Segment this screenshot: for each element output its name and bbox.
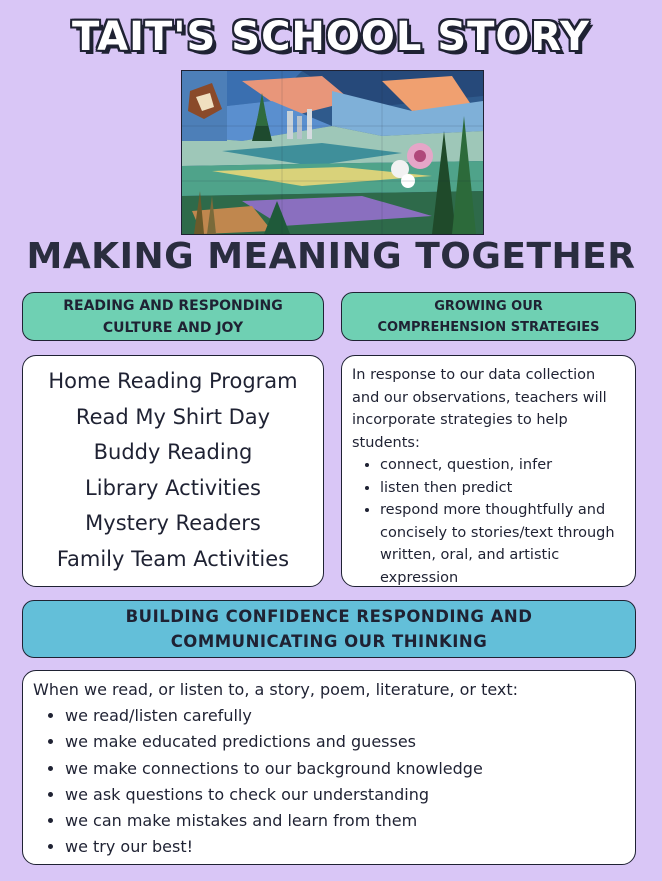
strategy-item: • listen then predict — [380, 477, 625, 500]
thinking-item: • we can make mistakes and learn from them — [65, 808, 625, 834]
thinking-item: • we try our best! — [65, 834, 625, 860]
strategies-list — [352, 454, 625, 589]
confidence-heading — [22, 600, 636, 658]
activity-item: Buddy Reading — [93, 440, 253, 464]
strategies-box — [341, 355, 636, 587]
confidence-heading-line1: BUILDING CONFIDENCE RESPONDING AND — [125, 607, 533, 626]
comprehension-heading-line1: GROWING OUR — [434, 298, 543, 314]
activity-item: Family Team Activities — [56, 546, 290, 571]
poster-title: TAIT'S SCHOOL STORY — [71, 14, 591, 60]
reading-responding-heading — [22, 292, 324, 341]
confidence-heading-line2: COMMUNICATING OUR THINKING — [170, 632, 488, 651]
strategies-intro: In response to our data collection and our observations, teachers will incorporate strategies to help students: — [352, 367, 607, 451]
comprehension-heading-line2: COMPREHENSION STRATEGIES — [377, 319, 600, 335]
activity-item: Read My Shirt Day — [75, 404, 271, 429]
activity-item: Library Activities — [85, 475, 261, 500]
thinking-box — [22, 670, 636, 865]
activity-item: Mystery Readers — [85, 511, 261, 535]
thinking-item: • we ask questions to check our understanding — [65, 782, 625, 808]
thinking-list — [33, 703, 625, 861]
landscape-mural-illustration — [182, 71, 483, 234]
strategy-item: • respond more thoughtfully and concisely to stories/text through written, oral, and artistic expression — [380, 499, 625, 589]
thinking-item: • we make connections to our background knowledge — [65, 756, 625, 782]
activities-box — [22, 355, 324, 587]
strategy-item: • connect, question, infer — [380, 454, 625, 477]
comprehension-strategies-heading — [341, 292, 636, 341]
reading-responding-heading-line1: READING AND RESPONDING — [63, 297, 283, 314]
thinking-item: • we read/listen carefully — [65, 703, 625, 729]
reading-responding-heading-line2: CULTURE AND JOY — [102, 319, 244, 336]
poster-subtitle: MAKING MEANING TOGETHER — [26, 236, 636, 277]
activity-item: Home Reading Program — [48, 369, 298, 393]
mural-image — [181, 70, 484, 235]
thinking-item: • we make educated predictions and guesses — [65, 729, 625, 755]
thinking-intro: When we read, or listen to, a story, poem, literature, or text: — [33, 680, 519, 699]
